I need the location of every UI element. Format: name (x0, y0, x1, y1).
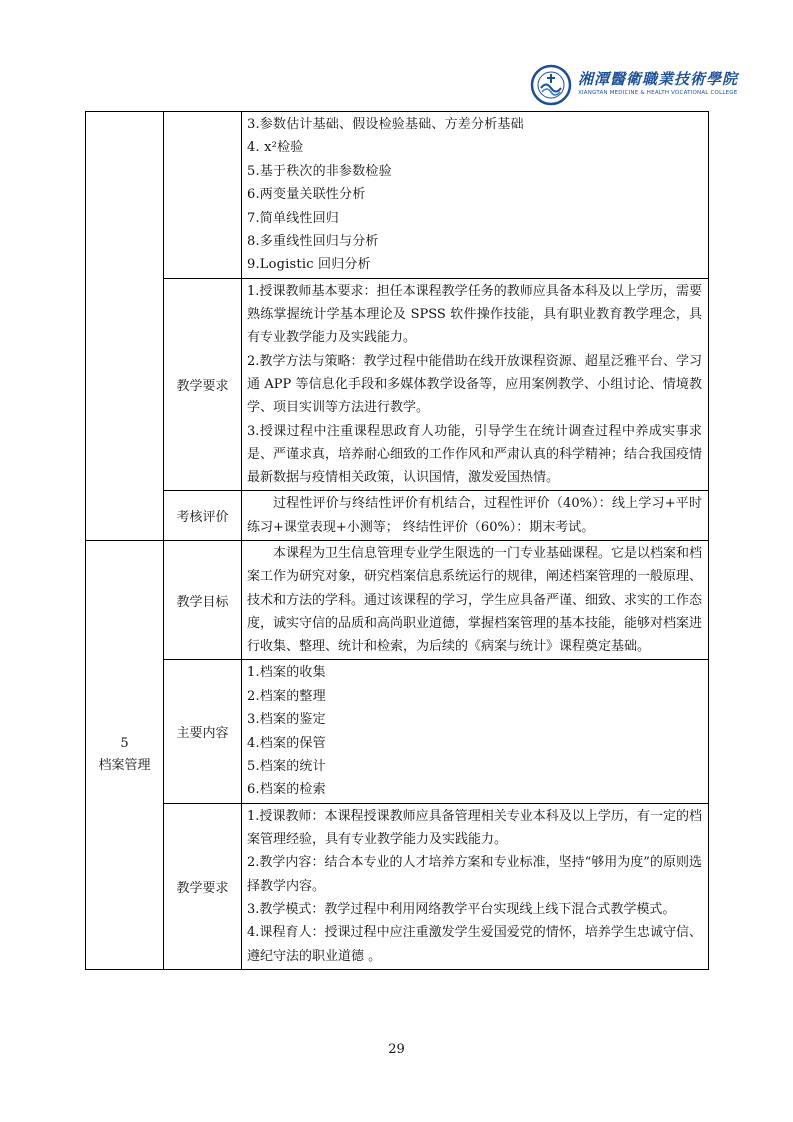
paragraph: 3.教学模式：教学过程中利用网络教学平台实现线上线下混合式教学模式。 (247, 902, 676, 918)
main-content-label: 主要内容 (164, 660, 242, 803)
paragraph: 本课程为卫生信息管理专业学生限选的一门专业基础课程。它是以档案和档案工作为研究对象，研究档案信息系统运行的规律，阐述档案管理的一般原理、技术和方法的学科。通过该课程的学习，学生应具备严谨、细致、求实的工作态度，诚实守信的品质和高尚职业道德，掌握档案管理的基本技能，能够对档案进行收集、整理、统计和检索，为后续的《病案与统计》课程奠定基础。 (247, 546, 703, 655)
list-item: 3.档案的鉴定 (247, 712, 326, 728)
table-row (86, 660, 709, 803)
list-item: 3.参数估计基础、假设检验基础、方差分析基础 (247, 117, 524, 132)
main-content-cell (242, 660, 709, 803)
table-row (86, 541, 709, 660)
table-row (86, 112, 709, 279)
content-items-cell (242, 112, 709, 279)
table-row (86, 803, 709, 969)
table-row (86, 278, 709, 491)
paragraph: 3.授课过程中注重课程思政育人功能，引导学生在统计调查过程中养成实事求是、严谨求真，培养耐心细致的工作作风和严肃认真的科学精神；结合我国疫情最新数据与疫情相关政策，认识国情，激发爱国热情。 (247, 423, 703, 486)
logo-chinese-name: 湘潭醫衛職業技術學院 (578, 70, 739, 88)
teaching-goal-cell (242, 541, 709, 660)
list-item: 2.档案的整理 (247, 688, 326, 704)
logo-english-name: XIANGTAN MEDICINE & HEALTH VOCATIONAL COLLEGE (578, 90, 738, 96)
requirements-label: 教学要求 (164, 803, 242, 969)
list-item: 7.简单线性回归 (247, 210, 340, 226)
teaching-goal-label: 教学目标 (164, 541, 242, 660)
content-label-cell (164, 112, 242, 279)
course-table (85, 111, 709, 970)
assessment-label: 考核评价 (164, 491, 242, 541)
paragraph: 1.授课教师基本要求：担任本课程教学任务的教师应具备本科及以上学历，需要熟练掌握统计学基本理论及 SPSS 软件操作技能，具有职业教育教学理念，具有专业教学能力及实践能力。 (247, 283, 702, 346)
page-number: 29 (388, 1042, 405, 1057)
list-item: 5.基于秩次的非参数检验 (247, 163, 392, 179)
assessment-cell (242, 491, 709, 541)
list-item: 6.两变量关联性分析 (247, 187, 366, 203)
list-item: 6.档案的检索 (247, 782, 326, 798)
paragraph: 2.教学内容：结合本专业的人才培养方案和专业标准，坚持“够用为度”的原则选择教学内容。 (247, 855, 702, 894)
list-item: 8.多重线性回归与分析 (247, 233, 379, 249)
list-item: 9.Logistic 回归分析 (247, 257, 371, 273)
requirements-cell (242, 803, 709, 969)
course-name-cell (86, 541, 164, 970)
course-number: 5 (120, 735, 129, 751)
paragraph: 过程性评价与终结性评价有机结合，过程性评价（40%）：线上学习+平时练习+课堂表现+小测等； 终结性评价（60%）：期末考试。 (247, 496, 702, 535)
paragraph: 2.教学方法与策略：教学过程中能借助在线开放课程资源、超星泛雅平台、学习通 APP 等信息化手段和多媒体教学设备等，应用案例教学、小组讨论、情境教学、项目实训等方法进行教学。 (247, 353, 702, 416)
list-item: 4.档案的保管 (247, 735, 326, 751)
paragraph: 4.课程育人：授课过程中应注重激发学生爱国爱党的情怀，培养学生忠诚守信、遵纪守法的职业道德 。 (247, 925, 702, 964)
teaching-requirements-cell (242, 278, 709, 491)
list-item: 4. x²检验 (247, 140, 304, 156)
table-row (86, 491, 709, 541)
list-item: 5.档案的统计 (247, 759, 326, 775)
course-name: 档案管理 (98, 757, 151, 773)
college-emblem-icon (530, 64, 572, 106)
teaching-requirements-label: 教学要求 (164, 278, 242, 491)
college-logo (530, 64, 739, 108)
course-name-cell-continued (86, 112, 164, 541)
paragraph: 1.授课教师：本课程授课教师应具备管理相关专业本科及以上学历，有一定的档案管理经验，具有专业教学能力及实践能力。 (247, 808, 702, 848)
list-item: 1.档案的收集 (247, 665, 326, 681)
